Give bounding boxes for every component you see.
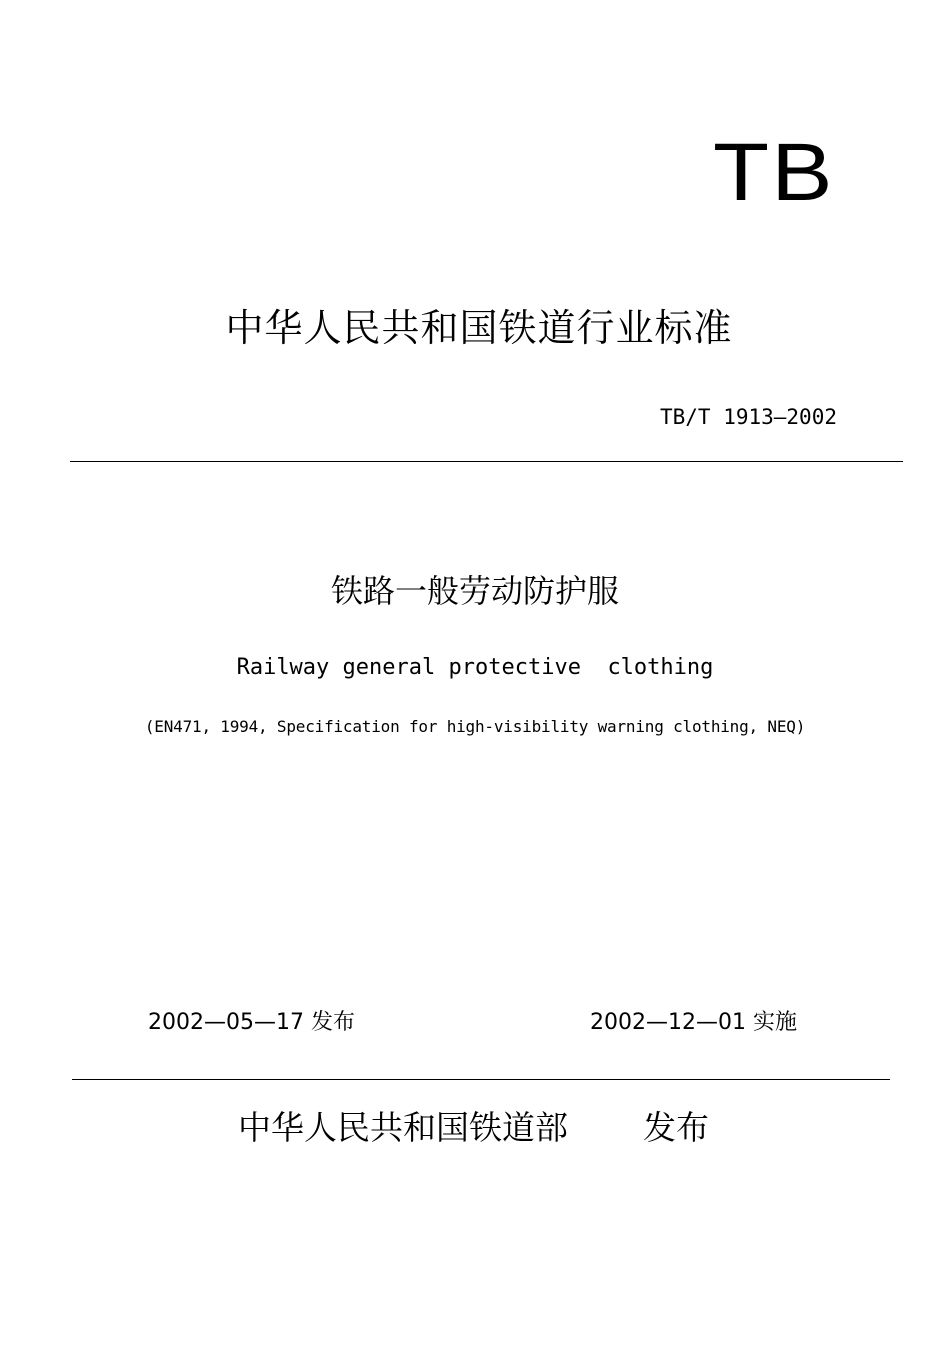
standard-code-logo: TB <box>713 127 835 218</box>
adoption-note: (EN471, 1994, Specification for high-visibility warning clothing, NEQ) <box>144 717 806 736</box>
publisher-name: 中华人民共和国铁道部 <box>238 1108 568 1147</box>
top-divider <box>70 461 903 462</box>
implementation-date: 2002—12—01 实施 <box>590 1010 797 1035</box>
document-title-chinese: 铁路一般劳动防护服 <box>330 572 619 610</box>
issue-date: 2002—05—17 发布 <box>148 1010 355 1035</box>
standard-number: TB/T 1913—2002 <box>659 405 837 429</box>
bottom-divider <box>72 1079 890 1080</box>
publish-action: 发布 <box>643 1108 709 1147</box>
standard-category-title: 中华人民共和国铁道行业标准 <box>225 306 733 350</box>
document-title-english: Railway general protective clothing <box>236 655 714 680</box>
